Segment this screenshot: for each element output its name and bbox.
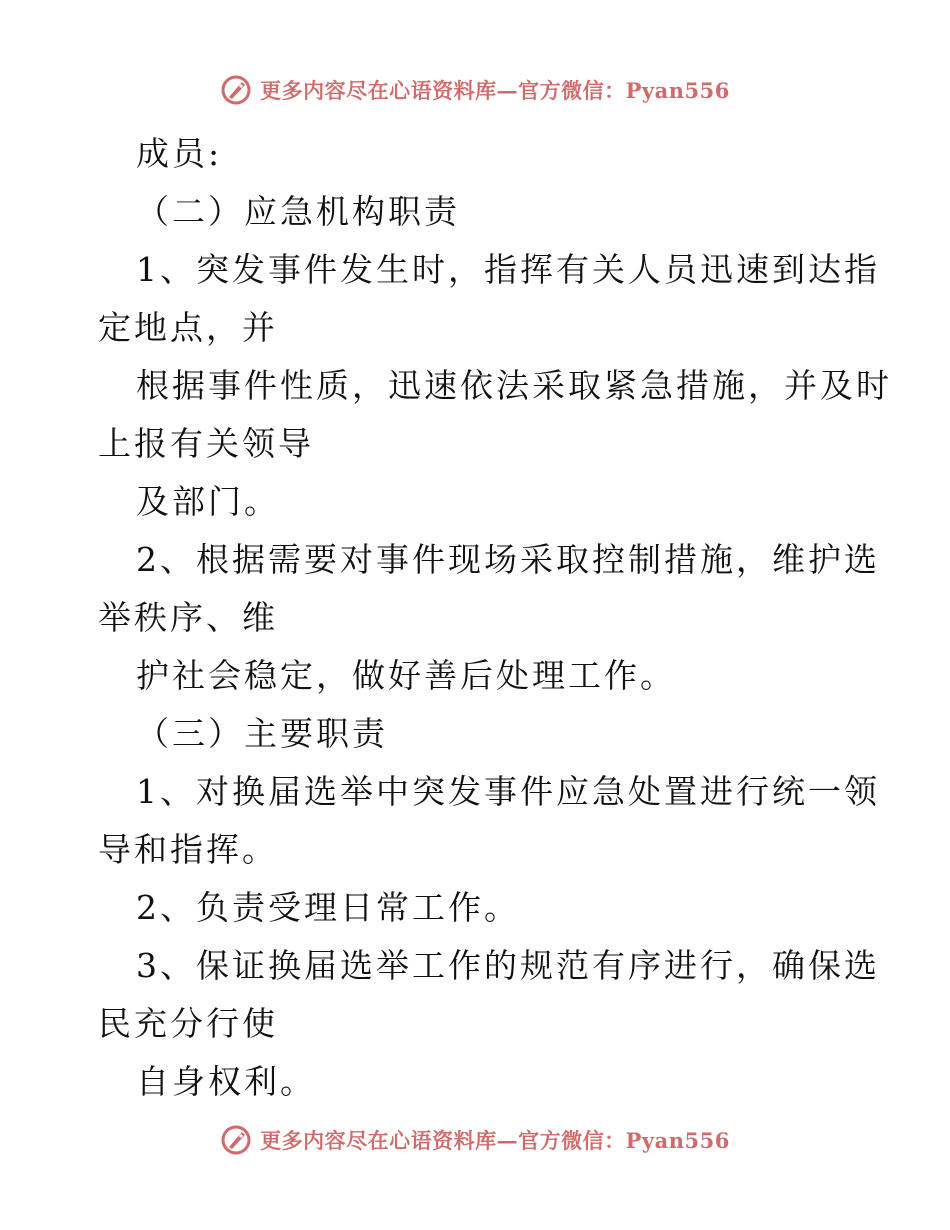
text-line: 举秩序、维 <box>98 598 278 637</box>
text-line: 1、突发事件发生时，指挥有关人员迅速到达指 <box>136 250 880 289</box>
document-body <box>98 125 892 1111</box>
text-line: 2、根据需要对事件现场采取控制措施，维护选 <box>136 540 880 579</box>
text-line: 及部门。 <box>136 482 280 521</box>
pen-nib-icon <box>220 74 252 106</box>
text-line: 成员: <box>136 134 223 173</box>
text-line: 根据事件性质，迅速依法采取紧急措施，并及时 <box>136 366 892 405</box>
text-line: 护社会稳定，做好善后处理工作。 <box>136 656 676 695</box>
pen-nib-icon <box>220 1124 252 1156</box>
section-heading: （三）主要职责 <box>136 714 388 753</box>
text-line: 1、对换届选举中突发事件应急处置进行统一领 <box>136 772 880 811</box>
header-watermark <box>0 68 950 112</box>
footer-watermark <box>0 1118 950 1162</box>
section-heading: （二）应急机构职责 <box>136 192 460 231</box>
watermark-text: 更多内容尽在心语资料库—官方微信：Pyan556 <box>260 1128 730 1153</box>
text-line: 导和指挥。 <box>98 830 278 869</box>
text-line: 3、保证换届选举工作的规范有序进行，确保选 <box>136 946 880 985</box>
text-line: 民充分行使 <box>98 1004 278 1043</box>
text-line: 2、负责受理日常工作。 <box>136 888 520 927</box>
text-line: 上报有关领导 <box>98 424 314 463</box>
text-line: 自身权利。 <box>136 1062 316 1101</box>
text-line: 定地点，并 <box>98 308 278 347</box>
watermark-text: 更多内容尽在心语资料库—官方微信：Pyan556 <box>260 78 730 103</box>
